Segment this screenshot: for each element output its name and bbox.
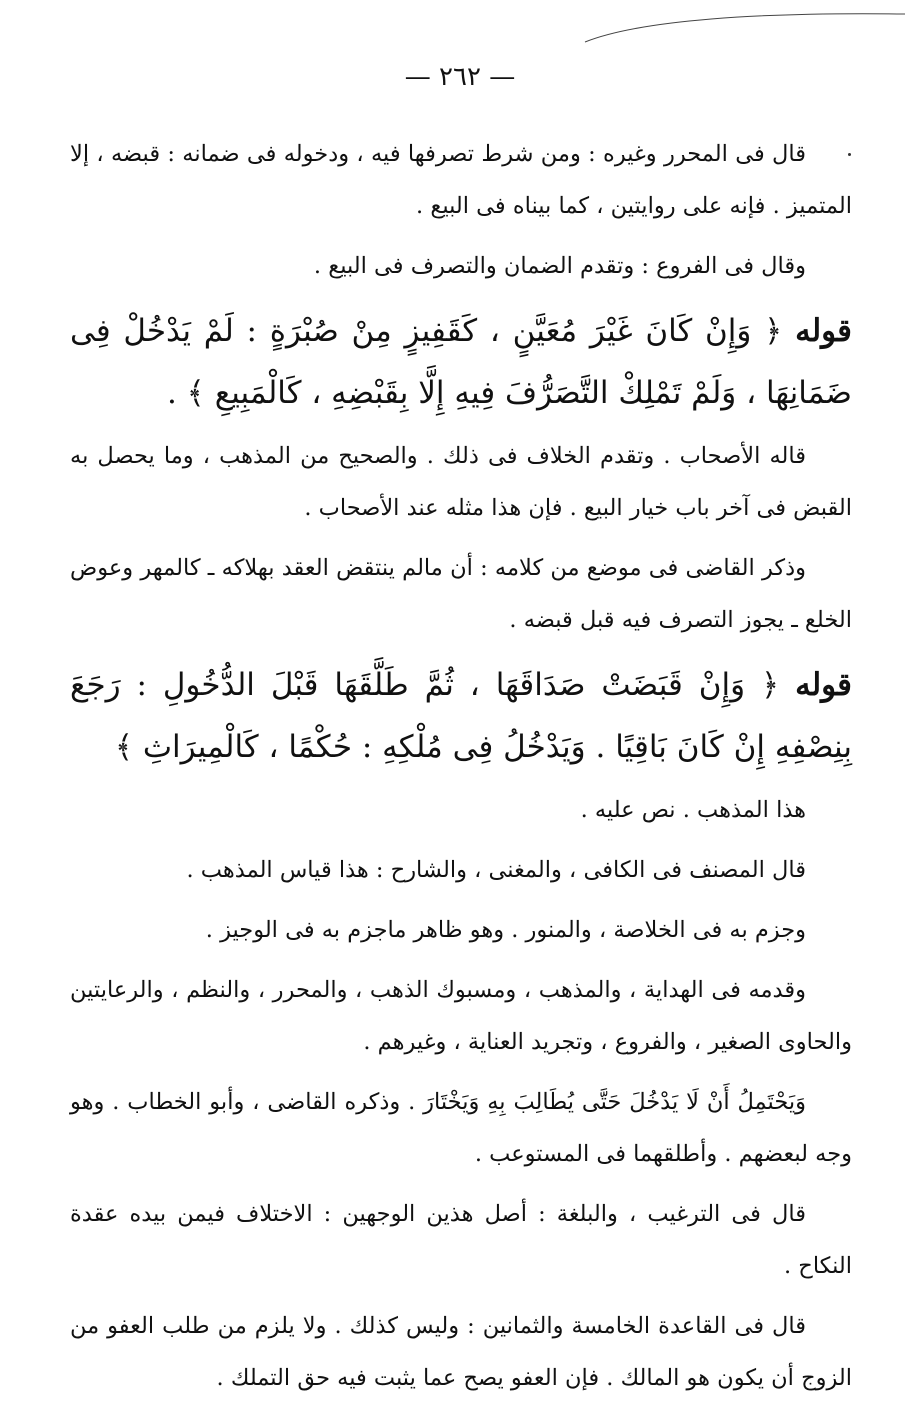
matn-text: ﴿ وَإِنْ كَانَ غَيْرَ مُعَيَّنٍ ، كَقَفِيزٍ مِنْ صُبْرَةٍ : لَمْ يَدْخُلْ فِى ضَمَانِهَا ، وَلَمْ تَمْلِكْ التَّصَرُّفَ فِيهِ إِلَّا بِقَبْضِهِ ، كَالْمَبِيعِ ﴾ . xyxy=(70,313,852,411)
matn-lead-word: قوله xyxy=(795,313,852,349)
paragraph-6: قال المصنف فى الكافى ، والمغنى ، والشارح : هذا قياس المذهب . xyxy=(186,857,806,883)
paragraph-7: وجزم به فى الخلاصة ، والمنور . وهو ظاهر ماجزم به فى الوجيز . xyxy=(205,917,806,943)
paragraph-2: وقال فى الفروع : وتقدم الضمان والتصرف فى البيع . xyxy=(313,253,806,279)
paragraph-11: قال فى القاعدة الخامسة والثمانين : وليس كذلك . ولا يلزم من طلب العفو من الزوج أن يكون هو المالك . فإن العفو يصح عما يثبت فيه حق التملك . xyxy=(70,1313,852,1391)
paragraph-1: قال فى المحرر وغيره : ومن شرط تصرفها فيه ، ودخوله فى ضمانه : قبضه ، إلا المتميز . فإنه على روايتين ، كما بيناه فى البيع . xyxy=(70,141,852,219)
paragraph-9: وَيَحْتَمِلُ أَنْ لَا يَدْخُلَ حَتَّى يُطَالِبَ بِهِ وَيَخْتَارَ . وذكره القاضى ، وأبو الخطاب . وهو وجه لبعضهم . وأطلقهما فى المستوعب . xyxy=(70,1089,852,1167)
paragraph-8: وقدمه فى الهداية ، والمذهب ، ومسبوك الذهب ، والمحرر ، والنظم ، والرعايتين والحاوى الصغير ، والفروع ، وتجريد العناية ، وغيرهم . xyxy=(70,977,852,1055)
page-number: — ٢٦٢ — xyxy=(404,62,516,92)
matn-quote-1 xyxy=(70,300,852,424)
matn-lead-word: قوله xyxy=(795,667,852,703)
matn-text: ﴿ وَإِنْ قَبَضَتْ صَدَاقَهَا ، ثُمَّ طَلَّقَهَا قَبْلَ الدُّخُولِ : رَجَعَ بِنِصْفِهِ إِنْ كَانَ بَاقِيًا . وَيَدْخُلُ فِى مُلْكِهِ : حُكْمًا ، كَالْمِيرَاثِ ﴾ xyxy=(70,667,852,765)
paragraph-5: هذا المذهب . نص عليه . xyxy=(580,797,806,823)
paragraph-3: قاله الأصحاب . وتقدم الخلاف فى ذلك . والصحيح من المذهب ، وما يحصل به القبض فى آخر باب خيار البيع . فإن هذا مثله عند الأصحاب . xyxy=(70,443,852,521)
page-body xyxy=(70,128,852,1412)
paragraph-4: وذكر القاضى فى موضع من كلامه : أن مالم ينتقض العقد بهلاكه ـ كالمهر وعوض الخلع ـ يجوز التصرف فيه قبل قبضه . xyxy=(70,555,852,633)
paragraph-10: قال فى الترغيب ، والبلغة : أصل هذين الوجهين : الاختلاف فيمن بيده عقدة النكاح . xyxy=(70,1201,852,1279)
matn-quote-2 xyxy=(70,654,852,778)
